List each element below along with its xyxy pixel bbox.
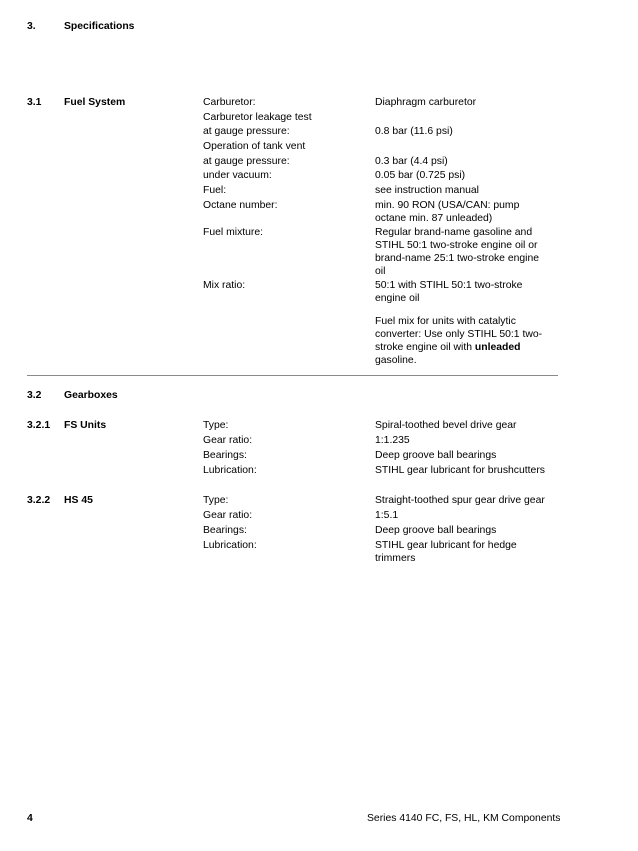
hs45-label-gear-ratio: Gear ratio:: [203, 510, 253, 521]
hs45-value-bearings: Deep groove ball bearings: [375, 525, 497, 536]
section-title-fuel: Fuel System: [64, 97, 126, 108]
label-carburetor: Carburetor:: [203, 97, 256, 108]
note-line-1: Fuel mix for units with catalytic: [375, 316, 516, 327]
label-mixture: Fuel mixture:: [203, 227, 264, 238]
fs-label-gear-ratio: Gear ratio:: [203, 435, 253, 446]
footer-series: Series 4140 FC, FS, HL, KM Components: [367, 813, 561, 824]
fs-value-type: Spiral-toothed bevel drive gear: [375, 420, 517, 431]
hs45-label-lubrication: Lubrication:: [203, 540, 257, 551]
note-line-2: converter: Use only STIHL 50:1 two-: [375, 329, 543, 340]
hs45-value-type: Straight-toothed spur gear drive gear: [375, 495, 545, 506]
label-leak-test-2: at gauge pressure:: [203, 126, 290, 137]
label-leak-test-1: Carburetor leakage test: [203, 112, 312, 123]
value-mixture-4: oil: [375, 266, 386, 277]
label-tank-vent-1: Operation of tank vent: [203, 141, 306, 152]
fs-label-type: Type:: [203, 420, 229, 431]
value-octane-2: octane min. 87 unleaded): [375, 213, 493, 224]
value-fuel: see instruction manual: [375, 185, 479, 196]
label-mix-ratio: Mix ratio:: [203, 280, 246, 291]
page-number: 4: [27, 813, 33, 824]
note-line-3-text: stroke engine oil with: [375, 342, 475, 353]
fs-value-lubrication: STIHL gear lubricant for brushcutters: [375, 465, 545, 476]
hs45-value-lubrication-2: trimmers: [375, 553, 416, 564]
value-mix-ratio-1: 50:1 with STIHL 50:1 two-stroke: [375, 280, 523, 291]
label-fuel: Fuel:: [203, 185, 227, 196]
value-vacuum: 0.05 bar (0.725 psi): [375, 170, 466, 181]
value-mix-ratio-2: engine oil: [375, 293, 420, 304]
label-tank-vent-2: at gauge pressure:: [203, 156, 290, 167]
section-number-gearboxes: 3.2: [27, 390, 42, 401]
value-mixture-1: Regular brand-name gasoline and: [375, 227, 533, 238]
fs-label-lubrication: Lubrication:: [203, 465, 257, 476]
hs45-value-lubrication-1: STIHL gear lubricant for hedge: [375, 540, 517, 551]
chapter-title: Specifications: [64, 21, 135, 32]
hs45-label-bearings: Bearings:: [203, 525, 247, 536]
value-tank-vent: 0.3 bar (4.4 psi): [375, 156, 448, 167]
value-octane-1: min. 90 RON (USA/CAN: pump: [375, 200, 520, 211]
subsection-number-fs: 3.2.1: [27, 420, 51, 431]
note-line-4: gasoline.: [375, 355, 417, 366]
note-emphasis-unleaded: unleaded: [474, 342, 521, 353]
hs45-label-type: Type:: [203, 495, 229, 506]
value-mixture-3: brand-name 25:1 two-stroke engine: [375, 253, 540, 264]
chapter-number: 3.: [27, 21, 36, 32]
fs-value-bearings: Deep groove ball bearings: [375, 450, 497, 461]
hs45-value-gear-ratio: 1:5.1: [375, 510, 399, 521]
section-title-gearboxes: Gearboxes: [64, 390, 118, 401]
value-carburetor: Diaphragm carburetor: [375, 97, 477, 108]
subsection-title-hs45: HS 45: [64, 495, 93, 506]
section-number-fuel: 3.1: [27, 97, 42, 108]
subsection-number-hs45: 3.2.2: [27, 495, 51, 506]
value-leak-test: 0.8 bar (11.6 psi): [375, 126, 453, 137]
label-vacuum: under vacuum:: [203, 170, 272, 181]
fs-label-bearings: Bearings:: [203, 450, 247, 461]
label-octane: Octane number:: [203, 200, 278, 211]
value-mixture-2: STIHL 50:1 two-stroke engine oil or: [375, 240, 538, 251]
fs-value-gear-ratio: 1:1.235: [375, 435, 410, 446]
subsection-title-fs: FS Units: [64, 420, 107, 431]
section-divider: [27, 375, 558, 376]
